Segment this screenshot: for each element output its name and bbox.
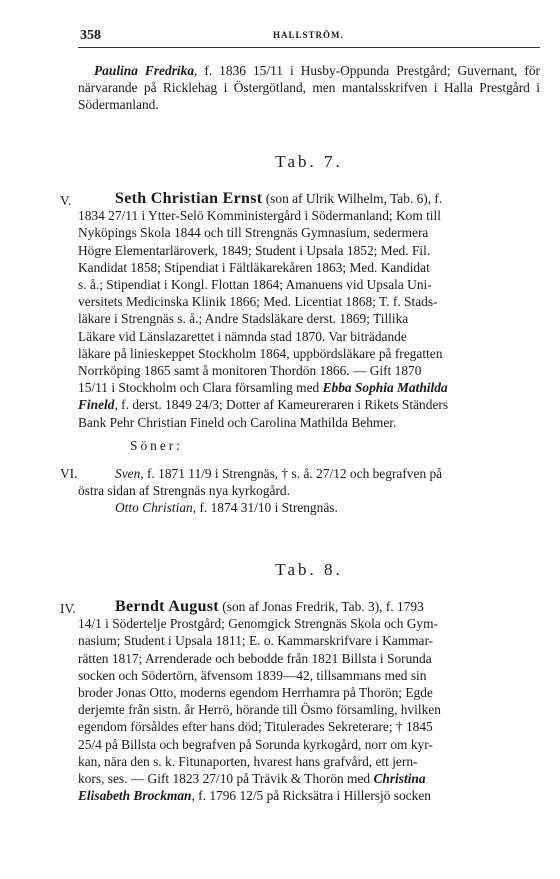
intro-text: , f. 1836 15/11 i Husby-Oppunda Prestgård; Guvernant, för närvarande på Ricklehag i Östergötland, men mantalsskrifven i Halla Prestgård i Södermanland.	[78, 63, 540, 113]
spouse-surname: Fineld	[78, 397, 115, 413]
entry-line: Berndt August (son af Jonas Fredrik, Tab. 3), f. 1793	[115, 598, 424, 615]
entry-line: kan, nära den s. k. Fitunaporten, hvarest hans grafvård, ett jern-	[78, 753, 418, 769]
entry-line: 1834 27/11 i Ytter-Selö Komministergård i Södermanland; Kom till	[78, 208, 441, 224]
son-entry: Otto Christian, f. 1874 31/10 i Strengnäs.	[115, 500, 338, 516]
tab7-heading: Tab. 7.	[275, 152, 343, 171]
son-entry: Sven, f. 1871 11/9 i Strengnäs, † s. å. 27/12 och begrafven på	[115, 466, 443, 481]
entry-line: versitets Medicinska Klinik 1866; Med. Licentiat 1868; T. f. Stads-	[78, 294, 438, 310]
header-rule	[78, 47, 540, 48]
sons-list	[78, 465, 540, 517]
entry-line: kors, ses. — Gift 1823 27/10 på Trävik & Thorön med Christina	[78, 771, 426, 787]
entry-line-rest: , f. derst. 1849 24/3; Dotter af Kameureraren i Rikets Ständers	[114, 397, 449, 413]
son-name: Sven	[115, 466, 141, 481]
intro-paragraph	[78, 62, 540, 114]
person-name: Seth Christian Ernst	[115, 190, 263, 207]
entry-line: broder Jonas Otto, moderns egendom Herrhamra på Thorön; Egde	[78, 685, 433, 701]
spouse-name: Christina	[373, 771, 426, 787]
entry-line: Läkare vid Länslazarettet i nämnda stad 1870. Var biträdande	[78, 328, 407, 344]
entry-line: Bank Pehr Christian Fineld och Carolina Mathilda Behmer.	[78, 414, 397, 430]
entry-line	[78, 396, 540, 413]
soner-label: Söner:	[130, 438, 183, 453]
spouse-name-cont: Elisabeth Brockman	[78, 788, 192, 804]
tab7-numeral: V.	[60, 193, 72, 208]
entry-line: 15/11 i Stockholm och Clara församling med Ebba Sophia Mathilda	[78, 380, 448, 396]
son-numeral: VI.	[60, 466, 78, 481]
person-name: Berndt August	[115, 598, 219, 615]
tab8-entry	[78, 598, 540, 804]
tab7-entry	[78, 190, 540, 431]
spouse-name: Ebba Sophia Mathilda	[322, 380, 448, 396]
tab8-numeral: IV.	[60, 601, 76, 616]
running-head: HALLSTRÖM.	[273, 30, 344, 40]
entry-line: Högre Elementarläroverk, 1849; Student i Upsala 1852; Med. Fil.	[78, 242, 431, 258]
entry-line: Nyköpings Skola 1844 och till Strengnäs Gymnasium, sedermera	[78, 225, 429, 241]
son-entry-cont: östra sidan af Strengnäs nya kyrkogård.	[78, 483, 290, 499]
entry-line: 25/4 på Billsta och begrafven på Sorunda kyrkogård, norr om kyr-	[78, 736, 433, 752]
entry-line: Seth Christian Ernst (son af Ulrik Wilhelm, Tab. 6), f.	[115, 190, 443, 207]
entry-line: rätten 1817; Arrenderade och bebodde från 1821 Billsta i Sorunda	[78, 650, 432, 666]
page-number: 358	[80, 28, 101, 43]
entry-line: s. å.; Stipendiat i Kongl. Flottan 1864; Amanuens vid Upsala Uni-	[78, 277, 432, 293]
entry-line: derjemte från sistn. år Herrö, hörande till Ösmo församling, hvilken	[78, 702, 441, 718]
entry-line: egendom försåldes efter hans död; Titulerades Sekreterare; † 1845	[78, 719, 433, 735]
entry-line: läkare i Strengnäs s. å.; Andre Stadsläkare derst. 1869; Tillika	[78, 311, 409, 327]
entry-line: Kandidat 1858; Stipendiat i Fältläkarekåren 1863; Med. Kandidat	[78, 259, 430, 275]
intro-name: Paulina Fredrika	[94, 63, 195, 78]
entry-line: 14/1 i Södertelje Prostgård; Genomgick Strengnäs Skola och Gym-	[78, 616, 439, 632]
page-header	[78, 28, 540, 44]
entry-line: Norrköping 1865 samt å monitoren Thordön 1866. — Gift 1870	[78, 363, 422, 379]
entry-line: läkare på linieskeppet Stockholm 1864, uppbördsläkare på fregatten	[78, 345, 443, 361]
tab8-heading: Tab. 8.	[275, 560, 343, 579]
son-name: Otto Christian	[115, 500, 193, 516]
entry-line: socken och Södertörn, äfvensom 1839—42, tillsammans med sin	[78, 667, 427, 683]
entry-line: Elisabeth Brockman, f. 1796 12/5 på Ricksätra i Hillersjö socken	[78, 788, 431, 804]
entry-line: nasium; Student i Upsala 1811; E. o. Kammarskrifvare i Kammar-	[78, 633, 434, 649]
